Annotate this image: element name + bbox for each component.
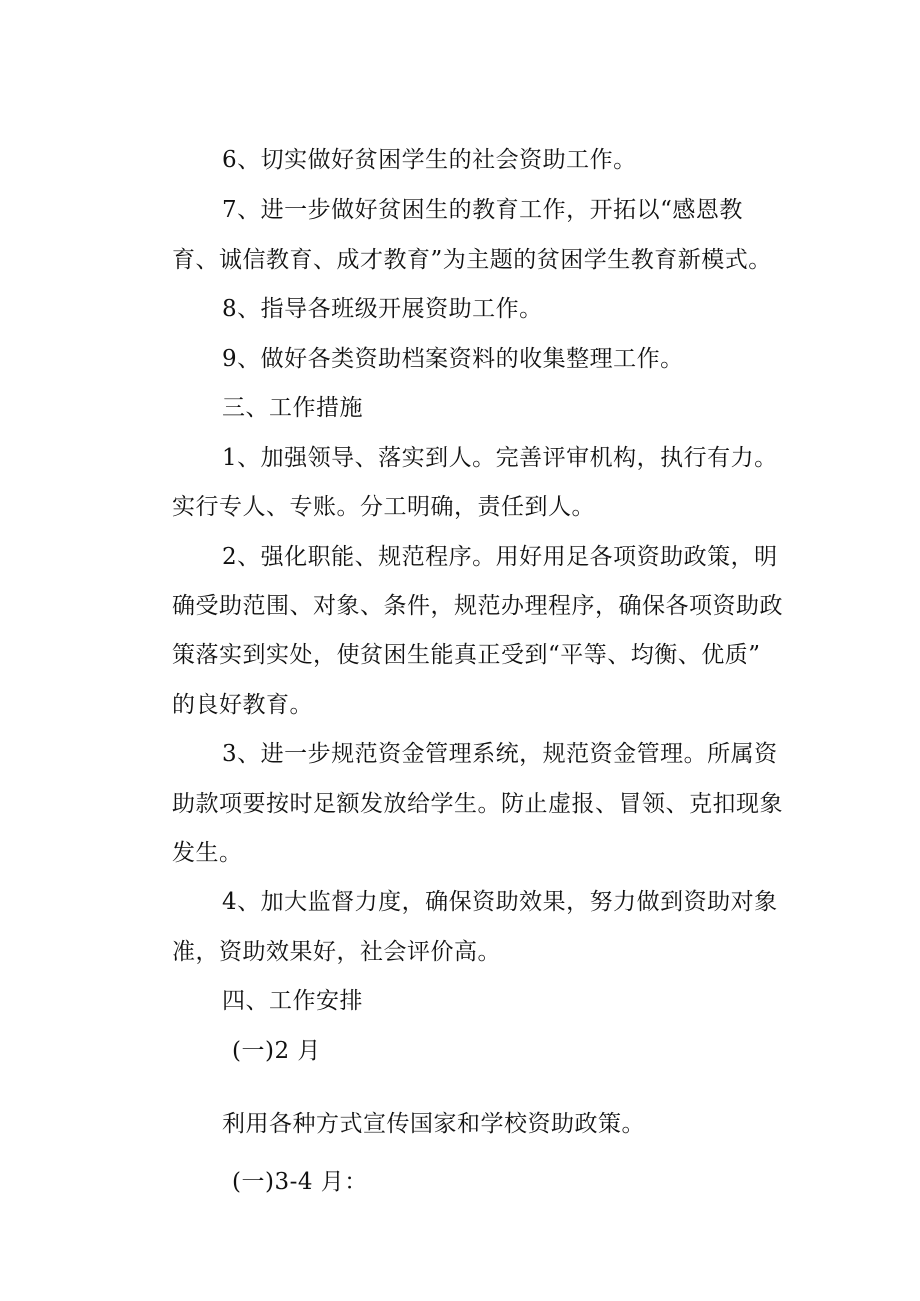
schedule-feb-text: 利用各种方式宣传国家和学校资助政策。 xyxy=(222,1111,645,1137)
measure-2-line-1: 2、强化职能、规范程序。用好用足各项资助政策，明 xyxy=(222,544,778,570)
measure-1-line-1: 1、加强领导、落实到人。完善评审机构，执行有力。 xyxy=(222,445,778,471)
item-6: 6、切实做好贫困学生的社会资助工作。 xyxy=(222,147,637,173)
section-heading-4: 四、工作安排 xyxy=(222,988,363,1014)
measure-4-line-2: 准，资助效果好，社会评价高。 xyxy=(172,939,501,965)
measure-2-line-3: 策落实到实处，使贫困生能真正受到“平等、均衡、优质” xyxy=(172,642,761,668)
measure-3-line-1: 3、进一步规范资金管理系统，规范资金管理。所属资 xyxy=(222,741,778,767)
item-7-line-1: 7、进一步做好贫困生的教育工作，开拓以“感恩教 xyxy=(222,197,743,223)
item-9: 9、做好各类资助档案资料的收集整理工作。 xyxy=(222,346,684,372)
schedule-feb-heading: (一)2 月 xyxy=(232,1038,321,1064)
measure-1-line-2: 实行专人、专账。分工明确，责任到人。 xyxy=(172,494,595,520)
section-heading-3: 三、工作措施 xyxy=(222,395,363,421)
measure-2-line-2: 确受助范围、对象、条件，规范办理程序，确保各项资助政 xyxy=(172,593,783,619)
measure-4-line-1: 4、加大监督力度，确保资助效果，努力做到资助对象 xyxy=(222,889,778,915)
measure-3-line-3: 发生。 xyxy=(172,840,243,866)
measure-3-line-2: 助款项要按时足额发放给学生。防止虚报、冒领、克扣现象 xyxy=(172,791,783,817)
measure-2-line-4: 的良好教育。 xyxy=(172,692,313,718)
schedule-mar-apr-heading: (一)3-4 月： xyxy=(232,1169,368,1195)
item-8: 8、指导各班级开展资助工作。 xyxy=(222,296,543,322)
item-7-line-2: 育、诚信教育、成才教育”为主题的贫困学生教育新模式。 xyxy=(172,247,772,273)
